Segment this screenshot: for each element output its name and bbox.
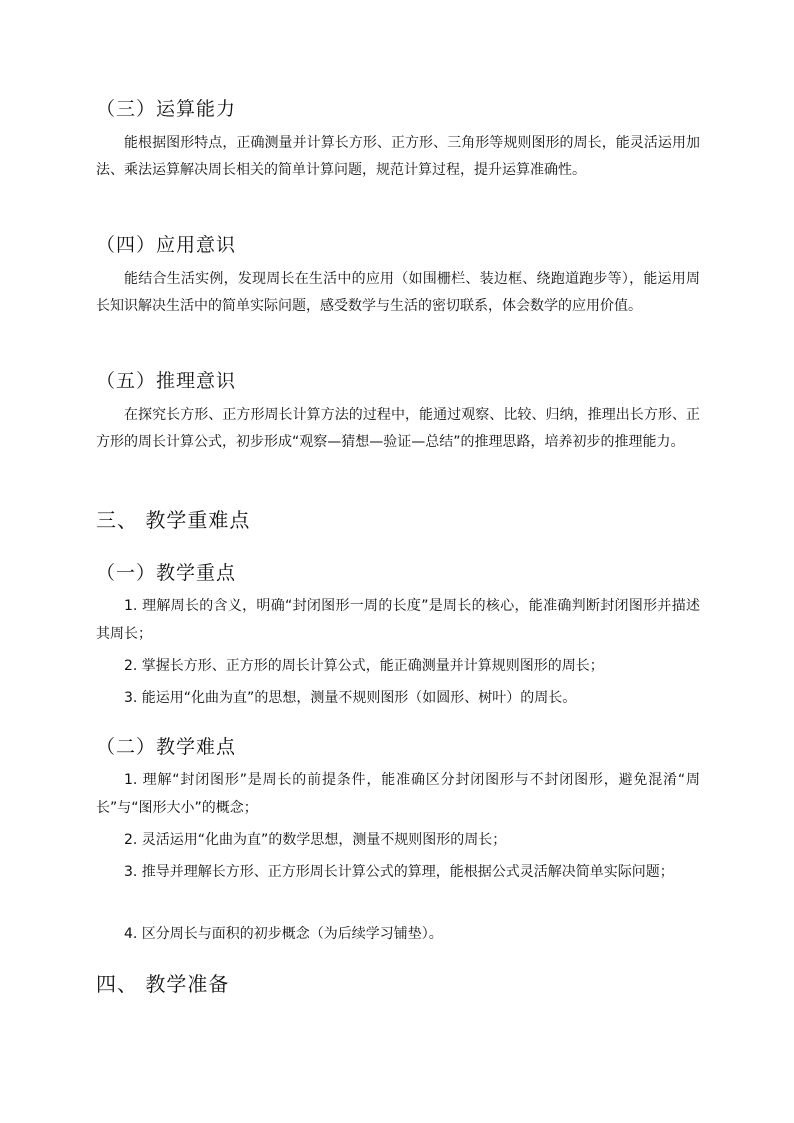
heading-teaching-difficulties: （二）教学难点: [96, 736, 237, 758]
heading-computation-ability: （三）运算能力: [96, 98, 237, 120]
list-item: 4. 区分周长与面积的初步概念（为后续学习铺垫）。: [124, 926, 443, 942]
heading-teaching-key-points: （一）教学重点: [96, 562, 237, 584]
list-item: 3. 推导并理解长方形、正方形周长计算公式的算理，能根据公式灵活解决简单实际问题；: [124, 864, 674, 880]
heading-reasoning-awareness: （五）推理意识: [96, 370, 237, 392]
chapter-heading-teaching-preparation: 四、 教学准备: [96, 972, 230, 996]
paragraph-reasoning-awareness: 在探究长方形、正方形周长计算方法的过程中，能通过观察、比较、归纳，推理出长方形、正方形的周长计算公式，初步形成“观察—猜想—验证—总结”的推理思路，培养初步的推理能力。: [96, 407, 700, 450]
paragraph-application-awareness: 能结合生活实例，发现周长在生活中的应用（如围栅栏、装边框、绕跑道跑步等），能运用周长知识解决生活中的简单实际问题，感受数学与生活的密切联系，体会数学的应用价值。: [96, 271, 700, 314]
list-item: 2. 掌握长方形、正方形的周长计算公式，能正确测量并计算规则图形的周长；: [124, 658, 604, 674]
paragraph-computation-ability: 能根据图形特点，正确测量并计算长方形、正方形、三角形等规则图形的周长，能灵活运用加法、乘法运算解决周长相关的简单计算问题，规范计算过程，提升运算准确性。: [96, 135, 700, 178]
list-item: 1. 理解周长的含义，明确“封闭图形一周的长度”是周长的核心，能准确判断封闭图形并描述其周长；: [96, 598, 700, 642]
chapter-heading-key-difficulties: 三、 教学重难点: [96, 508, 251, 532]
list-item: 3. 能运用“化曲为直”的思想，测量不规则图形（如圆形、树叶）的周长。: [124, 690, 577, 706]
list-item: 2. 灵活运用“化曲为直”的数学思想，测量不规则图形的周长；: [124, 832, 507, 848]
list-item: 1. 理解“封闭图形”是周长的前提条件，能准确区分封闭图形与不封闭图形，避免混淆“周长”与“图形大小”的概念；: [96, 772, 700, 816]
heading-application-awareness: （四）应用意识: [96, 234, 237, 256]
